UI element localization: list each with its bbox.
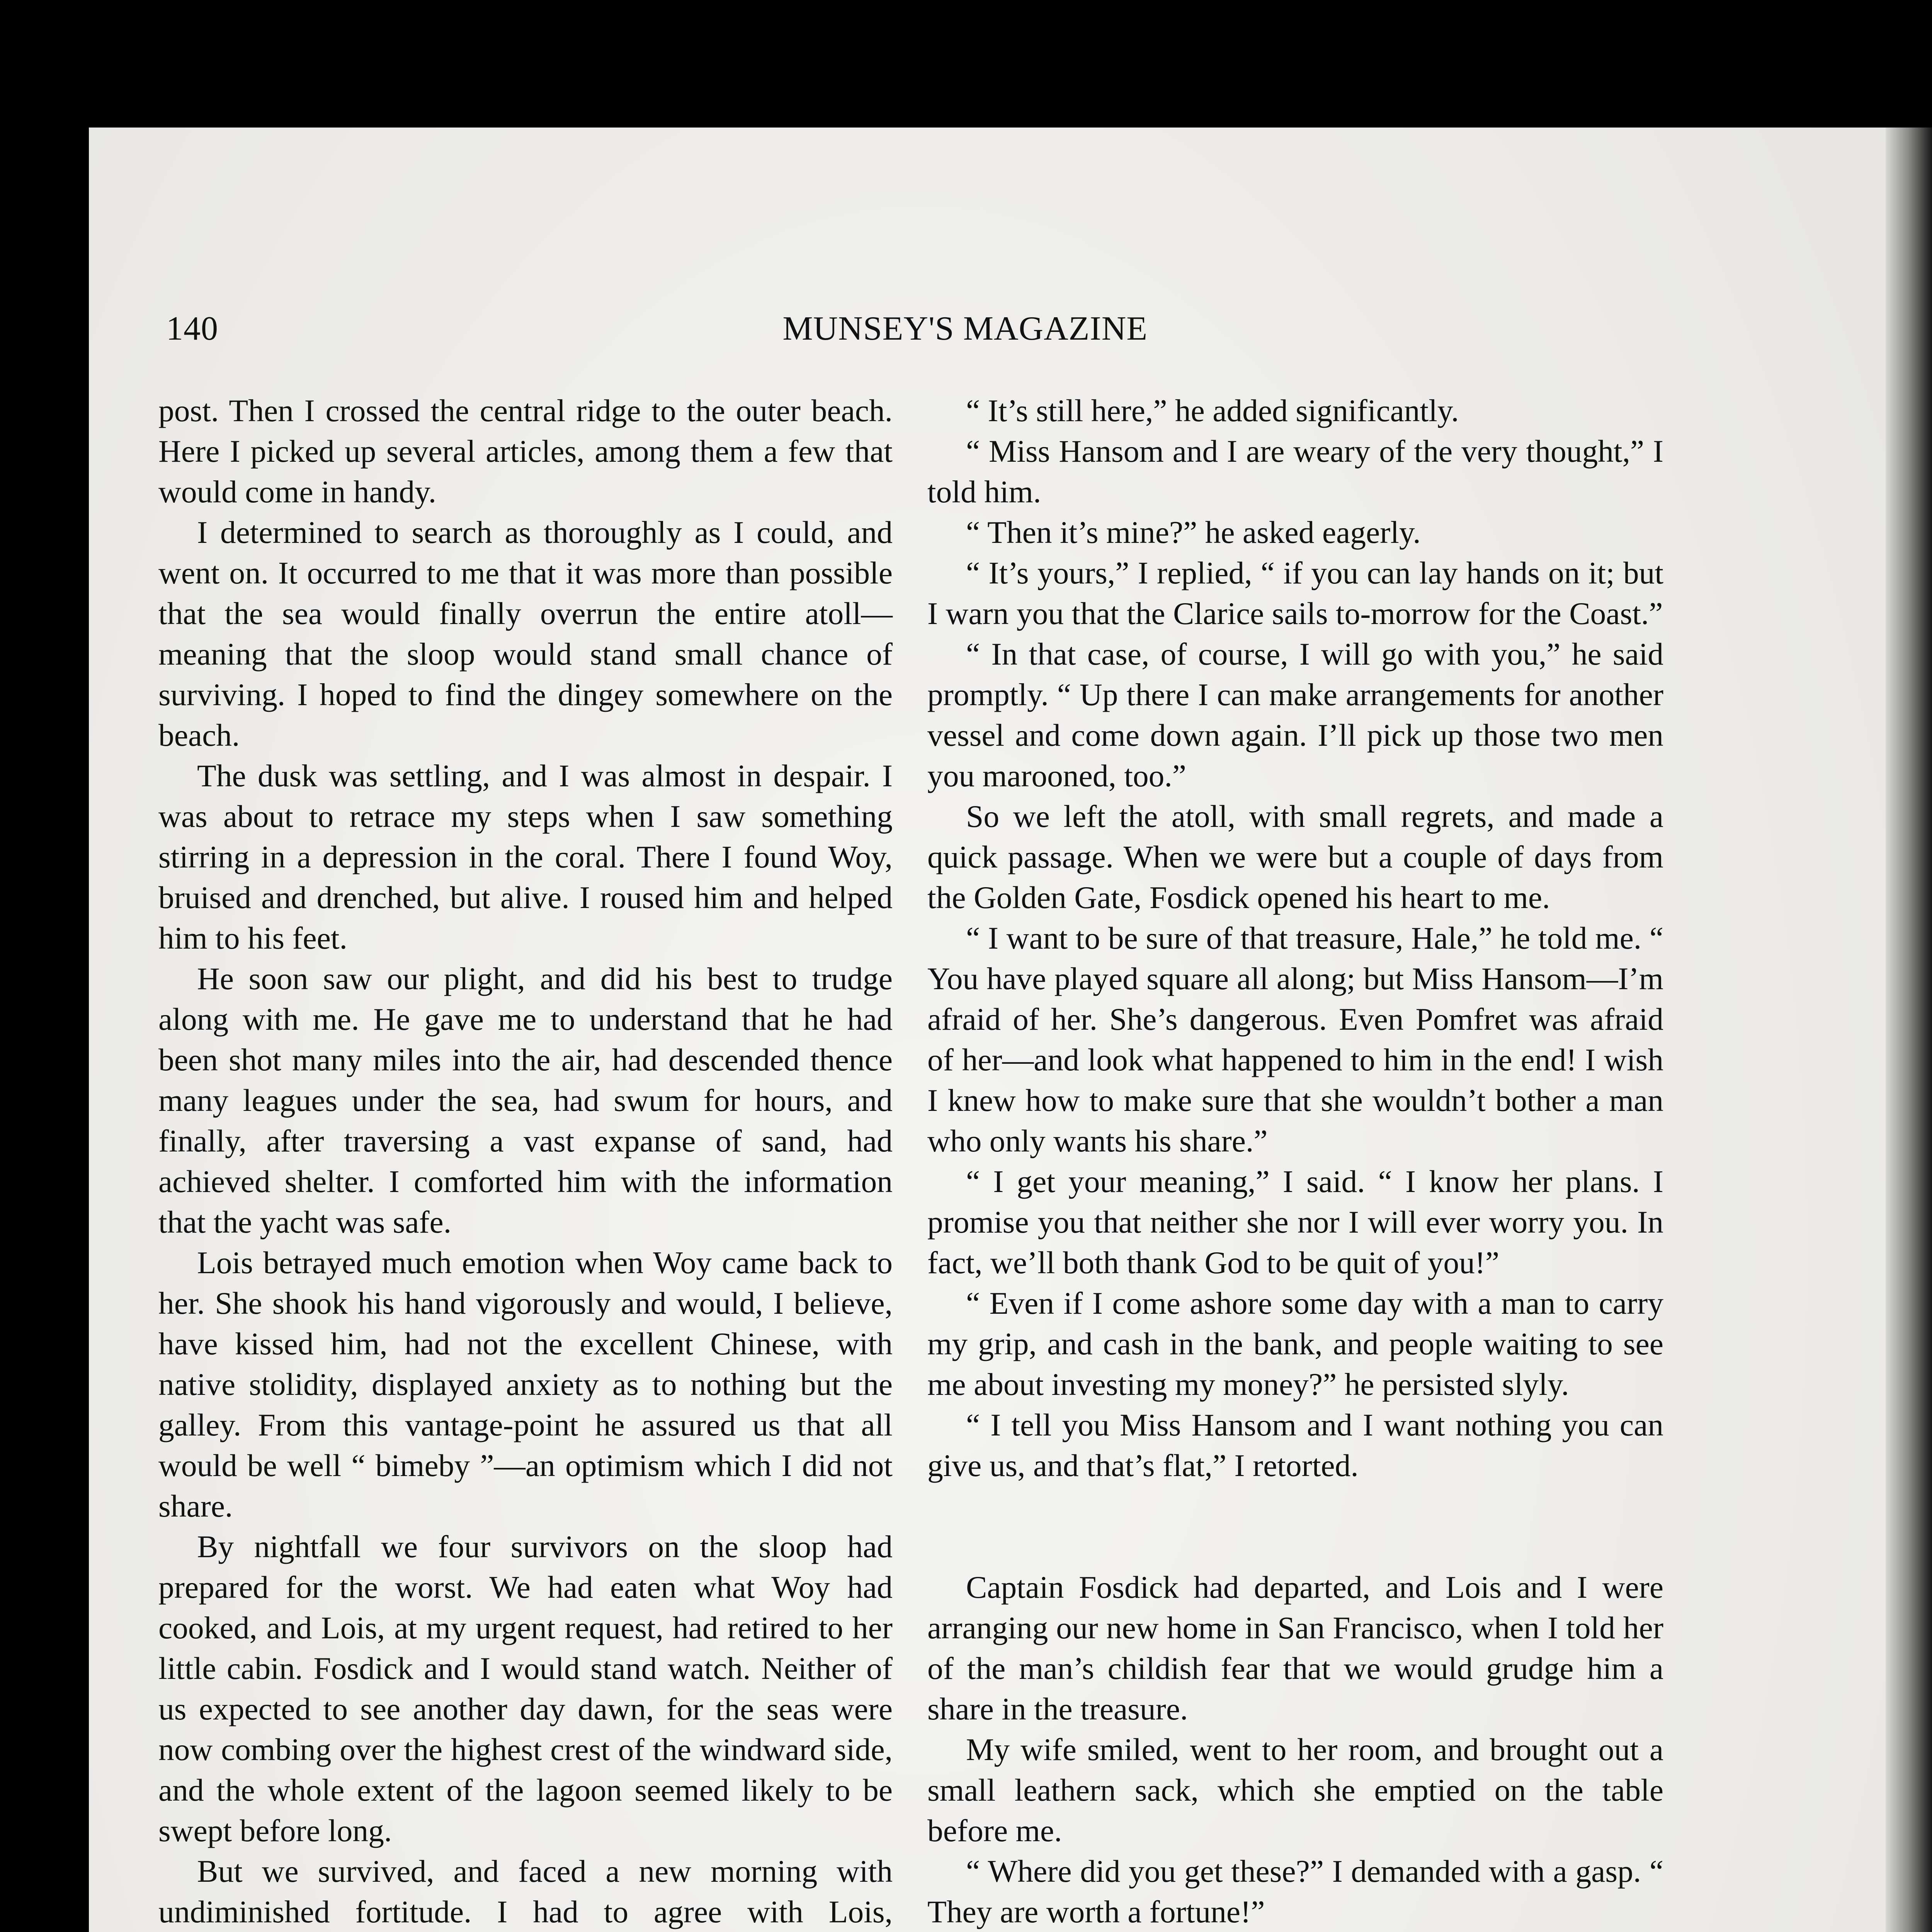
- paragraph: So we left the atoll, with small regrets, and made a quick passage. When we were but a couple of days from the Golden Gate, Fosdick opened his heart to me.: [927, 799, 1663, 915]
- paragraph: post. Then I crossed the central ridge to the outer beach. Here I picked up several articles, among them a few that would come in handy.: [158, 393, 893, 509]
- left-text-column: [158, 390, 893, 1932]
- paragraph: But we survived, and faced a new morning with undiminished fortitude. I had to agree with Lois,: [158, 1854, 893, 1929]
- paragraph: Captain Fosdick had departed, and Lois and I were arranging our new home in San Francisco, when I told her of the man’s childish fear that we would grudge him a share in the treasure.: [927, 1570, 1663, 1726]
- paragraph: “ It’s still here,” he added significantly.: [966, 393, 1459, 428]
- paragraph: “ In that case, of course, I will go with you,” he said promptly. “ Up there I can make arrangements for another vessel and come down again. I’ll pick up those two men you marooned, too.”: [927, 636, 1663, 793]
- page-number: 140: [166, 310, 218, 347]
- page-gutter-shadow: [1886, 128, 1932, 1932]
- paragraph: “ Even if I come ashore some day with a man to carry my grip, and cash in the bank, and people waiting to see me about investing my money?” he persisted slyly.: [927, 1286, 1663, 1402]
- paragraph: “ I want to be sure of that treasure, Hale,” he told me. “ You have played square all along; but Miss Hansom—I’m afraid of her. She’s dangerous. Even Pomfret was afraid of her—and look what happened to him in the end! I wish I knew how to make sure that she wouldn’t bother a man who only wants his share.”: [927, 920, 1663, 1158]
- running-header: [166, 309, 1148, 348]
- paragraph: “ I tell you Miss Hansom and I want nothing you can give us, and that’s flat,” I retorted.: [927, 1407, 1663, 1483]
- magazine-title: MUNSEY'S MAGAZINE: [782, 310, 1148, 347]
- paragraph: “ Then it’s mine?” he asked eagerly.: [966, 515, 1421, 550]
- paragraph: I determined to search as thoroughly as I could, and went on. It occurred to me that it was more than possible that the sea would finally overrun the entire atoll—meaning that the sloop would stand small chance of surviving. I hoped to find the dingey somewhere on the beach.: [158, 515, 893, 753]
- paragraph: By nightfall we four survivors on the sloop had prepared for the worst. We had eaten what Woy had cooked, and Lois, at my urgent request, had retired to her little cabin. Fosdick and I would stand watch. Neither of us expected to see another day dawn, for the seas were now combing over the highest crest of the windward side, and the whole extent of the lagoon seemed likely to be swept before long.: [158, 1529, 893, 1848]
- paragraph: He soon saw our plight, and did his best to trudge along with me. He gave me to understand that he had been shot many miles into the air, had descended thence many leagues under the sea, had swum for hours, and finally, after traversing a vast expanse of sand, had achieved shelter. I comforted him with the information that the yacht was safe.: [158, 961, 893, 1240]
- paragraph: “ I get your meaning,” I said. “ I know her plans. I promise you that neither she nor I will ever worry you. In fact, we’ll both thank God to be quit of you!”: [927, 1164, 1663, 1280]
- paragraph: “ Where did you get these?” I demanded with a gasp. “ They are worth a fortune!”: [927, 1854, 1663, 1929]
- right-text-column: [927, 390, 1663, 1932]
- paragraph: The dusk was settling, and I was almost in despair. I was about to retrace my steps when I saw something stirring in a depression in the coral. There I found Woy, bruised and drenched, but alive. I roused him and helped him to his feet.: [158, 758, 893, 956]
- paragraph: “ Miss Hansom and I are weary of the very thought,” I told him.: [927, 434, 1663, 509]
- paragraph: “ It’s yours,” I replied, “ if you can lay hands on it; but I warn you that the Clarice sails to-morrow for the Coast.”: [927, 555, 1663, 631]
- paragraph: My wife smiled, went to her room, and brought out a small leathern sack, which she emptied on the table before me.: [927, 1732, 1663, 1848]
- paragraph: Lois betrayed much emotion when Woy came back to her. She shook his hand vigorously and would, I believe, have kissed him, had not the excellent Chinese, with native stolidity, displayed anxiety as to nothing but the galley. From this vantage-point he assured us that all would be well “ bimeby ”—an optimism which I did not share.: [158, 1245, 893, 1524]
